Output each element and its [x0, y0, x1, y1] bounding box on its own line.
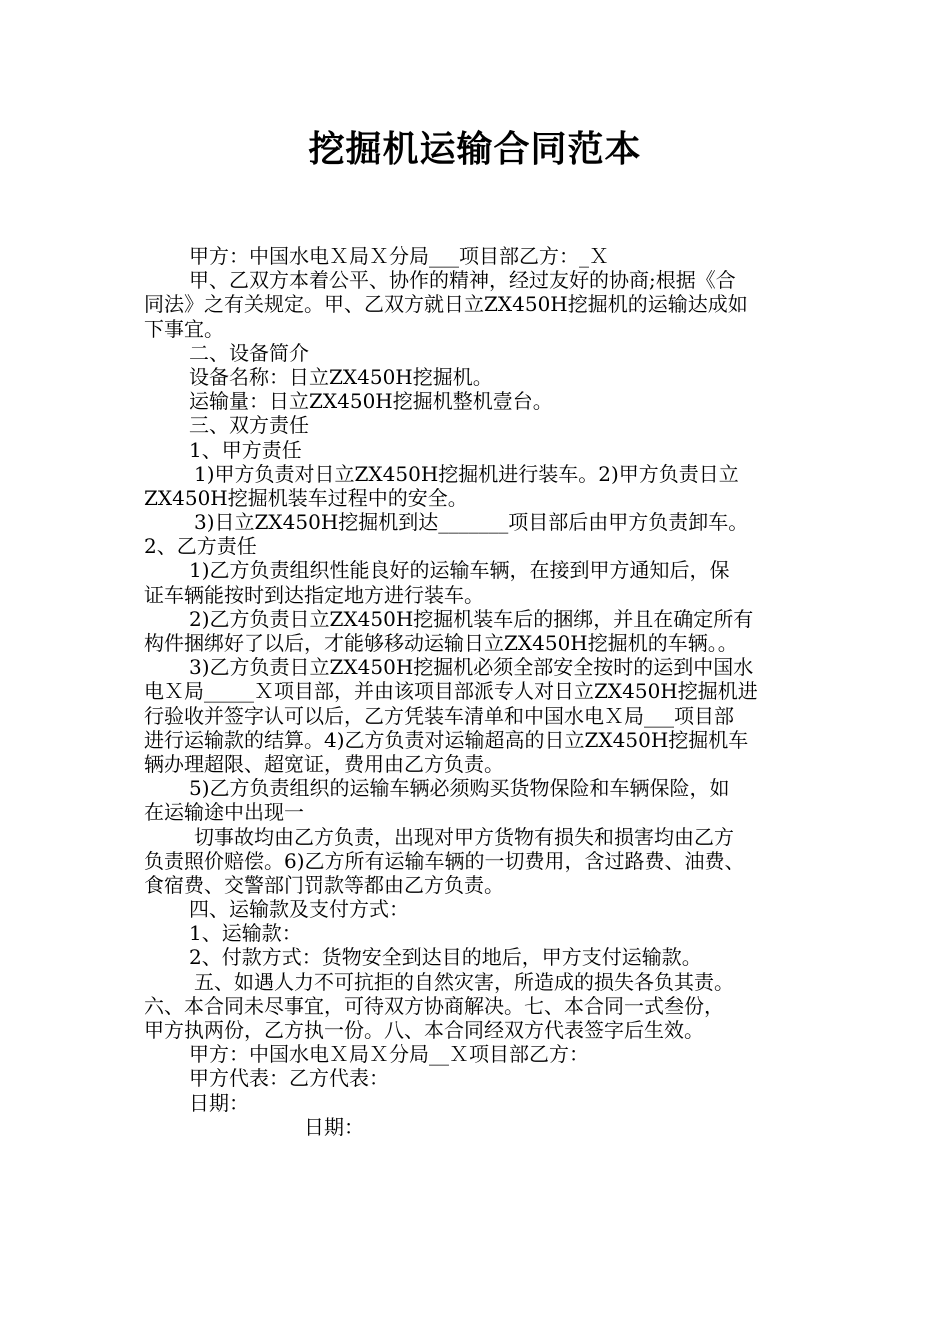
body-line: 1、甲方责任 — [189, 437, 302, 462]
body-line: 日期： — [189, 1090, 249, 1115]
body-line: 行验收并签字认可以后，乙方凭装车清单和中国水电Ｘ局___项目部 — [144, 703, 734, 728]
body-line: 进行运输款的结算。4)乙方负责对运输超高的日立ZX450H挖掘机车 — [144, 727, 749, 752]
body-line: 下事宜。 — [144, 316, 224, 341]
body-line: 2)乙方负责日立ZX450H挖掘机装车后的捆绑，并且在确定所有 — [189, 606, 754, 631]
body-line: 1)乙方负责组织性能良好的运输车辆，在接到甲方通知后，保 — [189, 558, 730, 583]
body-line: 甲方代表：乙方代表： — [189, 1066, 389, 1091]
body-line: 在运输途中出现一 — [144, 800, 304, 825]
body-line: 辆办理超限、超宽证，费用由乙方负责。 — [144, 751, 504, 776]
body-line: 3)日立ZX450H挖掘机到达_______项目部后由甲方负责卸车。 — [194, 510, 749, 535]
body-line: ZX450H挖掘机装车过程中的安全。 — [144, 485, 468, 510]
body-line: 食宿费、交警部门罚款等都由乙方负责。 — [144, 872, 504, 897]
body-line: 二、设备简介 — [189, 340, 309, 365]
body-line: 5)乙方负责组织的运输车辆必须购买货物保险和车辆保险，如 — [189, 776, 730, 801]
body-line: 四、运输款及支付方式： — [189, 897, 409, 922]
body-line: 切事故均由乙方负责，出现对甲方货物有损失和损害均由乙方 — [194, 824, 734, 849]
body-line: 日期： — [304, 1114, 364, 1139]
body-line: 1)甲方负责对日立ZX450H挖掘机进行装车。2)甲方负责日立 — [194, 461, 739, 486]
body-line: 甲方执两份，乙方执一份。八、本合同经双方代表签字后生效。 — [144, 1018, 704, 1042]
body-line: 3)乙方负责日立ZX450H挖掘机必须全部安全按时的运到中国水 — [189, 655, 754, 680]
body-line: 同法》之有关规定。甲、乙双方就日立ZX450H挖掘机的运输达成如 — [144, 292, 748, 317]
body-line: 1、运输款： — [189, 921, 302, 946]
body-line: 六、本合同未尽事宜，可待双方协商解决。七、本合同一式叁份， — [144, 993, 724, 1018]
body-line: 构件捆绑好了以后，才能够移动运输日立ZX450H挖掘机的车辆。。 — [144, 631, 738, 655]
body-line: 电Ｘ局_____Ｘ项目部，并由该项目部派专人对日立ZX450H挖掘机进 — [144, 679, 758, 704]
document-title: 挖掘机运输合同范本 — [308, 129, 642, 170]
document-body — [144, 244, 810, 1139]
body-line: 甲、乙双方本着公平、协作的精神，经过友好的协商;根据《合 — [189, 268, 736, 293]
body-line: 运输量：日立ZX450H挖掘机整机壹台。 — [189, 389, 553, 414]
body-line: 2、付款方式：货物安全到达目的地后，甲方支付运输款。 — [189, 945, 702, 970]
body-line: 负责照价赔偿。6)乙方所有运输车辆的一切费用，含过路费、油费、 — [144, 848, 745, 873]
body-line: 甲方：中国水电Ｘ局Ｘ分局__Ｘ项目部乙方： — [189, 1042, 589, 1067]
body-line: 甲方：中国水电Ｘ局Ｘ分局___项目部乙方：_Ｘ — [189, 244, 609, 268]
body-line: 证车辆能按时到达指定地方进行装车。 — [144, 582, 484, 607]
body-line: 设备名称：日立ZX450H挖掘机。 — [189, 364, 493, 389]
body-line: 五、如遇人力不可抗拒的自然灾害，所造成的损失各负其责。 — [194, 969, 734, 994]
body-line: 三、双方责任 — [189, 413, 309, 438]
body-line: 2、乙方责任 — [144, 534, 257, 559]
